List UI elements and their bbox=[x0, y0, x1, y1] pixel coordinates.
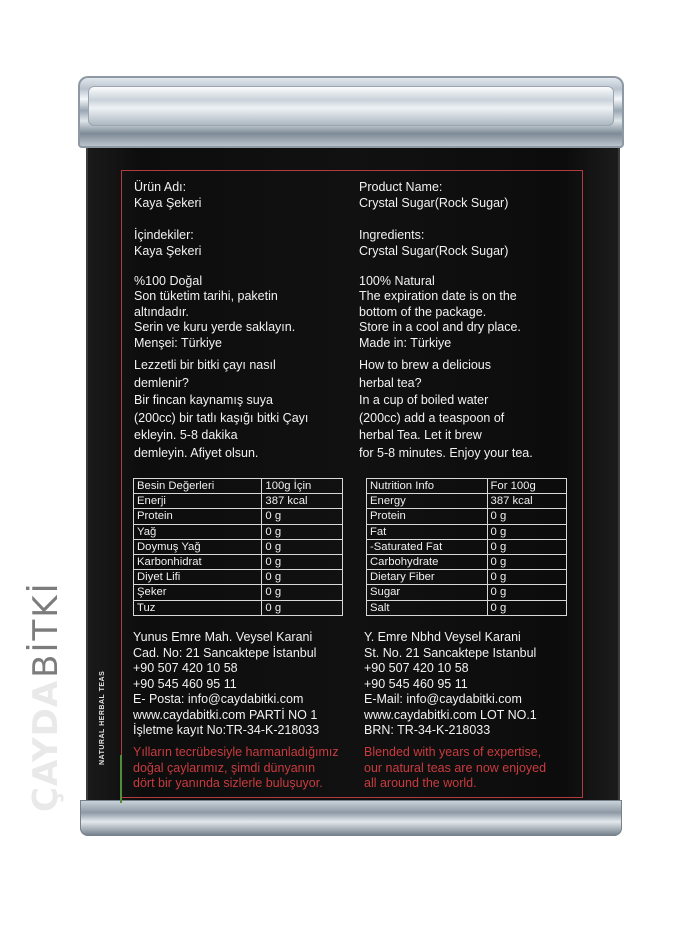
nutrition-row bbox=[367, 539, 567, 554]
ingredients-en: Crystal Sugar(Rock Sugar) bbox=[359, 244, 509, 258]
nutrient-name: Diyet Lifi bbox=[134, 570, 262, 585]
brew-block-tr: Lezzetli bir bitki çayı nasıl demlenir? Bir fincan kaynamış suya (200cc) bir tatlı kaşığı bitki Çayı ekleyin. 5-8 dakika demleyin. Afiyet olsun. bbox=[134, 358, 309, 460]
info-block-tr: %100 Doğal Son tüketim tarihi, paketin altındadır. Serin ve kuru yerde saklayın. Menşei: Türkiye bbox=[134, 274, 296, 350]
nutrition-row bbox=[367, 585, 567, 600]
nutrient-value: 0 g bbox=[262, 570, 343, 585]
nutrition-row bbox=[134, 600, 343, 615]
nutrition-row bbox=[367, 570, 567, 585]
nutrient-value: 387 kcal bbox=[487, 494, 566, 509]
nutrient-value: 0 g bbox=[487, 600, 566, 615]
nutrition-header-row bbox=[367, 479, 567, 494]
nutrient-name: Yağ bbox=[134, 524, 262, 539]
nutrient-name: Protein bbox=[134, 509, 262, 524]
nutrient-name: Karbonhidrat bbox=[134, 554, 262, 569]
nutrient-name: Protein bbox=[367, 509, 488, 524]
nutrition-header-row bbox=[134, 479, 343, 494]
address-block-tr: Yunus Emre Mah. Veysel Karani Cad. No: 21 Sancaktepe İstanbul +90 507 420 10 58 +90 545 460 95 11 E- Posta: info@caydabitki.com www.caydabitki.com PARTİ NO 1 İşletme kayıt No:TR-34-K-218033 bbox=[133, 630, 320, 737]
tin-bottom-rim bbox=[80, 800, 622, 836]
nutrient-name: Sugar bbox=[367, 585, 488, 600]
product-name-en: Crystal Sugar(Rock Sugar) bbox=[359, 196, 509, 210]
nutrient-value: For 100g bbox=[487, 479, 566, 494]
brew-block-en: How to brew a delicious herbal tea? In a cup of boiled water (200cc) add a teaspoon of herbal Tea. Let it brew for 5-8 minutes. Enjoy your tea. bbox=[359, 358, 533, 460]
nutrition-table-tr bbox=[133, 478, 343, 616]
nutrient-value: 0 g bbox=[262, 524, 343, 539]
nutrient-value: 0 g bbox=[262, 539, 343, 554]
nutrient-value: 0 g bbox=[262, 509, 343, 524]
brand-logo bbox=[26, 572, 66, 812]
brand-name-light: BİTKİ bbox=[26, 581, 66, 678]
nutrient-name: Dietary Fiber bbox=[367, 570, 488, 585]
slogan-en: Blended with years of expertise, our natural teas are now enjoyed all around the world. bbox=[364, 745, 547, 791]
nutrient-value: 100g İçin bbox=[262, 479, 343, 494]
nutrition-row bbox=[134, 554, 343, 569]
nutrition-row bbox=[134, 585, 343, 600]
nutrient-name: Enerji bbox=[134, 494, 262, 509]
slogan-tr: Yılların tecrübesiyle harmanladığımız doğal çaylarımız, şimdi dünyanın dört bir yanında sizlerle buluşuyor. bbox=[133, 745, 339, 791]
nutrient-value: 0 g bbox=[487, 554, 566, 569]
nutrient-name: Energy bbox=[367, 494, 488, 509]
nutrition-row bbox=[367, 600, 567, 615]
nutrition-row bbox=[367, 524, 567, 539]
nutrient-name: Doymuş Yağ bbox=[134, 539, 262, 554]
brand-tagline: NATURAL HERBAL TEAS bbox=[99, 670, 106, 765]
nutrition-row bbox=[134, 570, 343, 585]
nutrient-value: 0 g bbox=[487, 524, 566, 539]
nutrient-name: -Saturated Fat bbox=[367, 539, 488, 554]
nutrient-name: Tuz bbox=[134, 600, 262, 615]
nutrition-row bbox=[134, 509, 343, 524]
product-name-label-en: Product Name: bbox=[359, 180, 443, 194]
nutrient-value: 0 g bbox=[487, 585, 566, 600]
product-name-tr: Kaya Şekeri bbox=[134, 196, 202, 210]
nutrition-table-en bbox=[366, 478, 567, 616]
nutrient-value: 0 g bbox=[487, 539, 566, 554]
nutrient-name: Nutrition Info bbox=[367, 479, 488, 494]
ingredients-tr: Kaya Şekeri bbox=[134, 244, 202, 258]
brand-accent-line bbox=[120, 755, 122, 803]
nutrient-name: Şeker bbox=[134, 585, 262, 600]
ingredients-label-en: Ingredients: bbox=[359, 228, 425, 242]
nutrient-name: Carbohydrate bbox=[367, 554, 488, 569]
nutrition-row bbox=[134, 524, 343, 539]
nutrition-row bbox=[367, 554, 567, 569]
nutrition-row bbox=[134, 539, 343, 554]
nutrient-name: Salt bbox=[367, 600, 488, 615]
nutrition-row bbox=[134, 494, 343, 509]
nutrient-value: 0 g bbox=[487, 509, 566, 524]
nutrient-value: 0 g bbox=[262, 554, 343, 569]
nutrient-value: 0 g bbox=[487, 570, 566, 585]
nutrient-name: Fat bbox=[367, 524, 488, 539]
nutrient-value: 0 g bbox=[262, 600, 343, 615]
product-name-label-tr: Ürün Adı: bbox=[134, 180, 187, 194]
info-block-en: 100% Natural The expiration date is on the bottom of the package. Store in a cool and dry place. Made in: Türkiye bbox=[359, 274, 521, 350]
nutrient-value: 0 g bbox=[262, 585, 343, 600]
nutrition-row bbox=[367, 494, 567, 509]
nutrient-name: Besin Değerleri bbox=[134, 479, 262, 494]
lid-band bbox=[88, 86, 614, 126]
ingredients-label-tr: İçindekiler: bbox=[134, 228, 194, 242]
tin-lid bbox=[78, 76, 624, 148]
nutrient-value: 387 kcal bbox=[262, 494, 343, 509]
nutrition-row bbox=[367, 509, 567, 524]
address-block-en: Y. Emre Nbhd Veysel Karani St. No. 21 Sancaktepe Istanbul +90 507 420 10 58 +90 545 460 95 11 E-Mail: info@caydabitki.com www.caydabitki.com LOT NO.1 BRN: TR-34-K-218033 bbox=[364, 630, 537, 737]
brand-name-bold: ÇAYDA bbox=[26, 679, 66, 812]
